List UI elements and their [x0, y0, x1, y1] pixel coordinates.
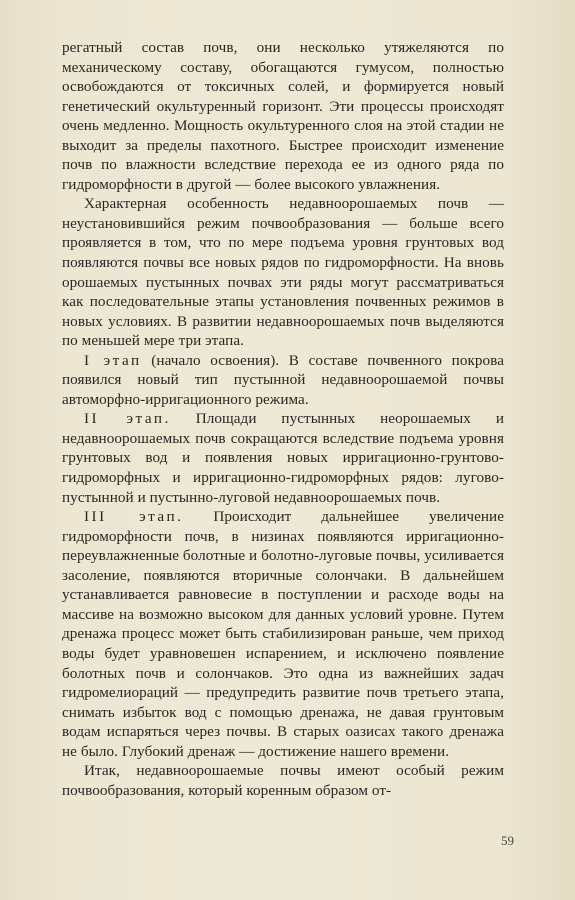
- paragraph-stage-2: [62, 409, 504, 507]
- paragraph-text: регатный состав почв, они несколько утяжеляются по механическому составу, обогащаются гумусом, полностью освобождаются от токсичных солей, и формируется новый генетический окультуренный горизонт. Эти процессы происходят очень медленно. Мощность окультуренного слоя на этой стадии не выходит за пределы пахотного. Быстрее происходит изменение почв по влажности вследствие перехода ее из одного ряда по гидроморфности в другой — более высокого увлажнения.: [62, 39, 504, 193]
- paragraph-continuation: [62, 38, 504, 194]
- stage-heading: III этап.: [84, 508, 184, 526]
- paragraph-text: Характерная особенность недавноорошаемых почв — неустановившийся режим почвообразования — больше всего проявляется в том, что по мере подъема уровня грунтовых вод появляются почвы все новых рядов по гидроморфности. На вновь орошаемых пустынных почвах эти ряды могут рассматриваться как последовательные этапы установления почвенных режимов в новых условиях. В развитии недавноорошаемых почв выделяются по меньшей мере три этапа.: [62, 195, 504, 350]
- paragraph-stage-1: [62, 351, 504, 410]
- stage-heading: II этап.: [84, 410, 171, 428]
- paragraph-text: Итак, недавноорошаемые почвы имеют особый режим почвообразования, который коренным образом от-: [62, 762, 504, 799]
- paragraph-text: Площади пустынных неорошаемых и недавноорошаемых почв сокращаются вследствие подъема уровня грунтовых вод и появления новых ирригационно-грунтово-гидроморфных и ирригационно-гидроморфных рядов: лугово-пустынной и пустынно-луговой недавноорошаемых почв.: [62, 410, 504, 506]
- paragraph-text: (начало освоения). В составе почвенного покрова появился новый тип пустынной недавноорошаемой почвы автоморфно-ирригационного режима.: [62, 351, 504, 408]
- stage-heading: I этап: [84, 351, 142, 369]
- body-text: [62, 38, 504, 800]
- page-number: 59: [501, 833, 514, 848]
- paragraph-conclusion: [62, 761, 504, 800]
- paragraph-text: Происходит дальнейшее увеличение гидроморфности почв, в низинах появляются ирригационно-переувлажненные болотные и болотно-луговые почвы, усиливается засоление, появляются вторичные солончаки. В дальнейшем устанавливается равновесие в поступлении и расходе воды на массиве на возможно высоком для данных условий уровне. Путем дренажа процесс может быть стабилизирован раньше, чем приход воды будет уравновешен испарением, и исключено появление болотных почв и солончаков. Это одна из важнейших задач гидромелиораций — предупредить развитие почв третьего этапа, снимать избыток вод с помощью дренажа, не давая грунтовым водам испаряться через почвы. В старых оазисах такого дренажа не было. Глубокий дренаж — достижение нашего времени.: [62, 508, 505, 760]
- paragraph-stage-3: [62, 507, 504, 761]
- paragraph-characteristic: [62, 194, 504, 350]
